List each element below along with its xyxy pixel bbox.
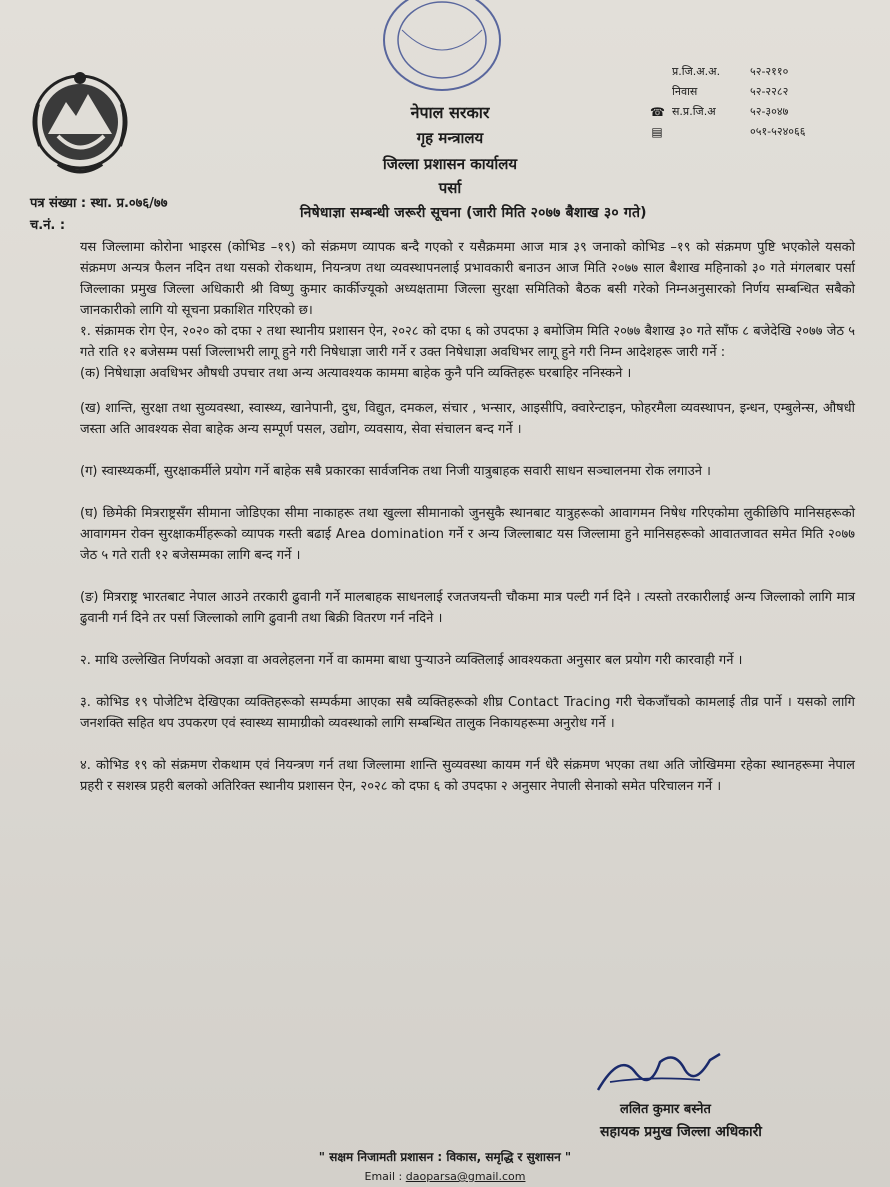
sub-point-ga: (ग) स्वास्थ्यकर्मी, सुरक्षाकर्मीले प्रयोग गर्ने बाहेक सबै प्रकारका सार्वजनिक तथा निजी यात्रुबाहक सवारी साधन सञ्चालनमा रोक लगाउने । (80, 464, 711, 479)
dispatch-number: च.नं. : (30, 218, 66, 233)
signatory-title: सहायक प्रमुख जिल्ला अधिकारी (600, 1124, 762, 1140)
handwritten-signature-icon (590, 1042, 730, 1100)
contact-row (650, 122, 805, 142)
point-4: ४. कोभिड १९ को संक्रमण रोकथाम एवं नियन्त्रण गर्न तथा जिल्लामा शान्ति सुव्यवस्था कायम गर्न धेरै संक्रमण भएका तथा अति जोखिममा रहेका स्थानहरूमा नेपाल प्रहरी र सशस्त्र प्रहरी बलको अतिरिक्त स्थानीय प्रशासन ऐन, २०२८ को दफा ६ को उपदफा २ अनुसार नेपाली सेनाको समेत परिचालन गर्ने । (80, 758, 855, 794)
sub-point-nga: (ङ) मित्रराष्ट्र भारतबाट नेपाल आउने तरकारी ढुवानी गर्ने मालबाहक साधनलाई रजतजयन्ती चौकमा मात्र पल्टी गर्न दिने । त्यस्तो तरकारीलाई अन्य जिल्लाको लागि मात्र ढुवानी गर्न दिने तर पर्सा जिल्लाको लागि ढुवानी तथा बिक्री वितरण गर्न नदिने । (80, 590, 855, 626)
contact-row (650, 82, 805, 102)
email-label: Email : (364, 1170, 403, 1183)
contact-value: ५२-२२८२ (750, 85, 789, 98)
contact-value: ५२-३०४७ (750, 105, 789, 118)
footer-email (0, 1170, 890, 1183)
notice-subject: निषेधाज्ञा सम्बन्धी जरूरी सूचना (जारी मिति २०७७ बैशाख ३० गते) (300, 205, 647, 221)
notice-body (80, 237, 855, 797)
letterhead-office: जिल्ला प्रशासन कार्यालय (382, 155, 518, 173)
letterhead-government: नेपाल सरकार (410, 103, 490, 122)
sub-point-ka: (क) निषेधाज्ञा अवधिभर औषधी उपचार तथा अन्य अत्यावश्यक काममा बाहेक कुनै पनि व्यक्तिहरू घरबाहिर ननिस्कने । (80, 366, 632, 381)
email-link[interactable]: daoparsa@gmail.com (405, 1170, 526, 1183)
contact-row (650, 62, 805, 82)
sub-point-kha: (ख) शान्ति, सुरक्षा तथा सुव्यवस्था, स्वास्थ्य, खानेपानी, दुध, विद्युत, दमकल, संचार , भन्सार, आइसीपि, क्वारेन्टाइन, फोहरमैला व्यवस्थापन, इन्धन, एम्बुलेन्स, औषधी जस्ता अति आवश्यक सेवा बाहेक अन्य सम्पूर्ण पसल, उद्योग, व्यवसाय, सेवा संचालन बन्द गर्ने । (80, 401, 855, 437)
nepal-government-emblem-icon (28, 64, 133, 182)
contact-value: ०५१-५२४०६६ (750, 125, 806, 138)
letterhead-ministry: गृह मन्त्रालय (416, 129, 484, 147)
phone-icon: ☎ (650, 105, 665, 119)
contact-row (650, 102, 805, 122)
reference-number: पत्र संख्या : स्था. प्र.०७६/७७ (30, 196, 168, 211)
contact-value: ५२-२११० (750, 65, 789, 78)
footer-motto: " सक्षम निजामती प्रशासन : विकास, समृद्धि र सुशासन " (318, 1150, 572, 1164)
sub-point-gha: (घ) छिमेकी मित्रराष्ट्रसँग सीमाना जोडिएका सीमा नाकाहरू तथा खुल्ला सीमानाको जुनसुकै स्थानबाट यात्रुहरूको आवागमन निषेध गरिएकोमा लुकीछिपि मानिसहरूको आवागमन रोक्न सुरक्षाकर्मीहरूको व्यापक गस्ती बढाई Area domination गर्ने र अन्य जिल्लाबाट यस जिल्लामा हुने मानिसहरूको आवातजावत समेत मिति २०७७ जेठ ५ गते राती १२ बजेसम्मका लागि बन्द गर्ने । (80, 506, 855, 563)
intro-paragraph: यस जिल्लामा कोरोना भाइरस (कोभिड –१९) को संक्रमण व्यापक बन्दै गएको र यसैक्रममा आज मात्र ३९ जनाको कोभिड –१९ को संक्रमण पुष्टि भएकोले यसको संक्रमण अन्यत्र फैलन नदिन तथा यसको रोकथाम, नियन्त्रण तथा व्यवस्थापनलाई प्रभावकारी बनाउन आज मिति २०७७ साल बैशाख महिनाको ३० गते मंगलबार पर्सा जिल्लाका प्रमुख जिल्ला अधिकारी श्री विष्णु कुमार कार्कीज्यूको अध्यक्षतामा जिल्ला सुरक्षा समितिको बैठक बसी गरेको निम्नअनुसारको निर्णय सम्बन्धित सबैको जानकारीको लागि यो सूचना प्रकाशित गरिएको छ। (80, 240, 855, 318)
contact-label: निवास (672, 85, 698, 98)
office-seal-stamp-icon (362, 0, 512, 100)
point-1: १. संक्रामक रोग ऐन, २०२० को दफा २ तथा स्थानीय प्रशासन ऐन, २०२८ को दफा ६ को उपदफा ३ बमोजिम मिति २०७७ बैशाख ३० गते साँफ ८ बजेदेखि २०७७ जेठ ५ गते राति १२ बजेसम्म पर्सा जिल्लाभरी लागू हुने गरी निषेधाज्ञा जारी गर्ने र उक्त निषेधाज्ञा अवधिभर लागू हुने गरी निम्न आदेशहरू जारी गर्ने : (80, 324, 855, 360)
point-2: २. माथि उल्लेखित निर्णयको अवज्ञा वा अवलेहलना गर्ने वा काममा बाधा पुर्‍याउने व्यक्तिलाई आवश्यकता अनुसार बल प्रयोग गरी कारवाही गर्ने । (80, 653, 743, 668)
contact-block (650, 62, 805, 142)
letterhead-district: पर्सा (438, 179, 462, 197)
point-3: ३. कोभिड १९ पोजेटिभ देखिएका व्यक्तिहरूको सम्पर्कमा आएका सबै व्यक्तिहरूको शीघ्र Contact Tracing गरी चेकजाँचको कामलाई तीव्र पार्ने । यसको लागि जनशक्ति सहित थप उपकरण एवं स्वास्थ्य सामाग्रीको व्यवस्थाको लागि सम्बन्धित तालुक निकायहरूमा अनुरोध गर्ने । (80, 695, 855, 731)
signatory-name: ललित कुमार बस्नेत (620, 1102, 711, 1117)
contact-label: स.प्र.जि.अ (672, 105, 716, 118)
contact-label: प्र.जि.अ.अ. (672, 65, 721, 78)
fax-icon: ▤ (651, 125, 663, 139)
